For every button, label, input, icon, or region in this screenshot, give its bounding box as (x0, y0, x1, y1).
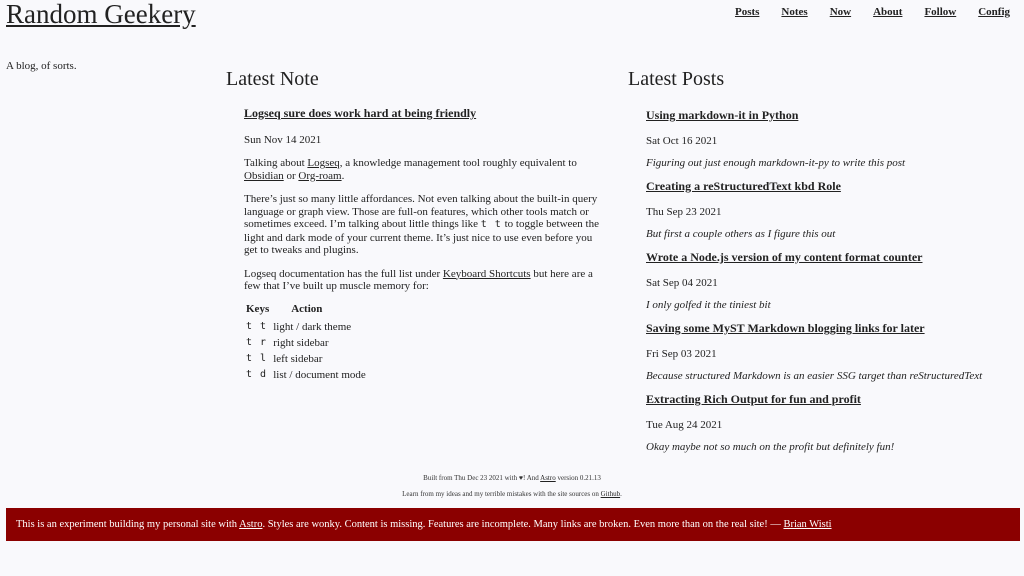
key-cell: t d (246, 369, 268, 380)
key-cell: t t (246, 321, 268, 332)
note-p1-text: Talking about (244, 157, 308, 169)
latest-posts-heading: Latest Posts (628, 68, 725, 90)
post-title-link[interactable]: Wrote a Node.js version of my content format counter (646, 250, 923, 264)
obsidian-link[interactable]: Obsidian (244, 169, 284, 182)
note-p2-text-2: to toggle between the light and dark mode of your current theme. It’s just nice to use even before you get to tweaks and plugins. (244, 218, 599, 256)
org-roam-link[interactable]: Org-roam (298, 169, 342, 182)
footer-source-line (0, 490, 1024, 499)
banner-author-link[interactable]: Brian Wisti (783, 519, 832, 530)
table-row (244, 352, 368, 368)
key-cell: t r (246, 337, 268, 348)
post-summary: But first a couple others as I figure this out (646, 228, 836, 240)
note-p1-text-3: or (283, 169, 299, 182)
footer-build-text: Built from Thu Dec 23 2021 with ♥! And (423, 474, 541, 482)
post-title-link[interactable]: Saving some MyST Markdown blogging links for later (646, 321, 925, 335)
latest-note-section (226, 66, 606, 384)
banner-text-2: . Styles are wonky. Content is missing. Features are incomplete. Many links are broken. Even more than on the real site! — (262, 519, 784, 530)
note-title-link[interactable]: Logseq sure does work hard at being friendly (244, 106, 477, 120)
list-item (646, 319, 1008, 382)
nav-about[interactable]: About (873, 6, 903, 18)
latest-posts-section (628, 66, 1008, 461)
list-item (646, 177, 1008, 240)
keyboard-shortcuts-link[interactable]: Keyboard Shortcuts (442, 267, 531, 280)
note-article (244, 106, 606, 384)
action-cell: list / document mode (273, 368, 366, 381)
note-p2-text: There’s just so many little affordances. Not even talking about the built-in query language or graph view. Those are full-on features, which other tools match or sometimes exceed. I’m talking about little things like (244, 193, 598, 230)
note-paragraph-2 (244, 193, 606, 257)
table-row (244, 336, 368, 352)
post-title-link[interactable]: Using markdown-it in Python (646, 108, 799, 122)
action-cell: light / dark theme (273, 320, 352, 333)
kbd-tt: t t (480, 219, 502, 230)
logseq-link[interactable]: Logseq (307, 157, 340, 169)
post-date: Fri Sep 03 2021 (646, 348, 717, 360)
experiment-banner (6, 508, 1020, 541)
banner-astro-link[interactable]: Astro (239, 519, 263, 530)
footer-astro-link[interactable]: Astro (540, 474, 556, 482)
table-header-row (244, 303, 368, 321)
note-paragraph-3 (244, 268, 606, 293)
note-date: Sun Nov 14 2021 (244, 133, 322, 146)
footer-source-text: Learn from my ideas and my terrible mistakes with the site sources on (402, 490, 601, 498)
nav-now[interactable]: Now (829, 6, 852, 18)
note-p1-text-2: , a knowledge management tool roughly equivalent to (339, 157, 577, 169)
note-paragraph-1 (244, 157, 606, 182)
nav-config[interactable]: Config (978, 6, 1010, 18)
key-cell: t l (246, 353, 268, 364)
footer-source-end: . (620, 490, 622, 498)
posts-list (646, 106, 1008, 453)
site-title-link[interactable]: Random Geekery (6, 0, 196, 29)
note-p3-text: Logseq documentation has the full list under (244, 267, 443, 280)
post-date: Sat Oct 16 2021 (646, 135, 718, 147)
action-cell: right sidebar (273, 336, 329, 349)
table-row (244, 368, 368, 384)
action-header: Action (291, 302, 323, 315)
nav-notes[interactable]: Notes (781, 6, 808, 18)
post-summary: Figuring out just enough markdown-it-py to write this post (646, 157, 906, 169)
note-p1-text-4: . (341, 169, 345, 182)
tagline: A blog, of sorts. (6, 60, 77, 72)
footer-build-line (0, 474, 1024, 483)
shortcuts-table (244, 303, 368, 385)
site-title (6, 0, 196, 32)
table-row (244, 320, 368, 336)
post-summary: Okay maybe not so much on the profit but definitely fun! (646, 441, 895, 453)
list-item (646, 106, 1008, 169)
footer-version-text: version 0.21.13 (555, 474, 601, 482)
site-footer (0, 474, 1024, 499)
action-cell: left sidebar (273, 352, 323, 365)
footer-github-link[interactable]: Github (600, 490, 621, 498)
post-title-link[interactable]: Creating a reStructuredText kbd Role (646, 179, 841, 193)
post-summary: I only golfed it the tiniest bit (646, 299, 771, 311)
note-p3-text-2: but here are a few that I’ve built up muscle memory for: (244, 267, 593, 292)
nav-follow[interactable]: Follow (924, 6, 957, 18)
post-date: Sat Sep 04 2021 (646, 277, 718, 289)
list-item (646, 248, 1008, 311)
nav-posts[interactable]: Posts (734, 6, 760, 18)
top-nav (713, 6, 1010, 18)
post-date: Thu Sep 23 2021 (646, 206, 722, 218)
list-item (646, 390, 1008, 453)
post-summary: Because structured Markdown is an easier SSG target than reStructuredText (646, 370, 983, 382)
post-date: Tue Aug 24 2021 (646, 419, 723, 431)
post-title-link[interactable]: Extracting Rich Output for fun and profit (646, 392, 861, 406)
banner-text: This is an experiment building my personal site with (16, 519, 240, 530)
latest-note-heading: Latest Note (226, 68, 319, 90)
keys-header: Keys (246, 302, 270, 315)
